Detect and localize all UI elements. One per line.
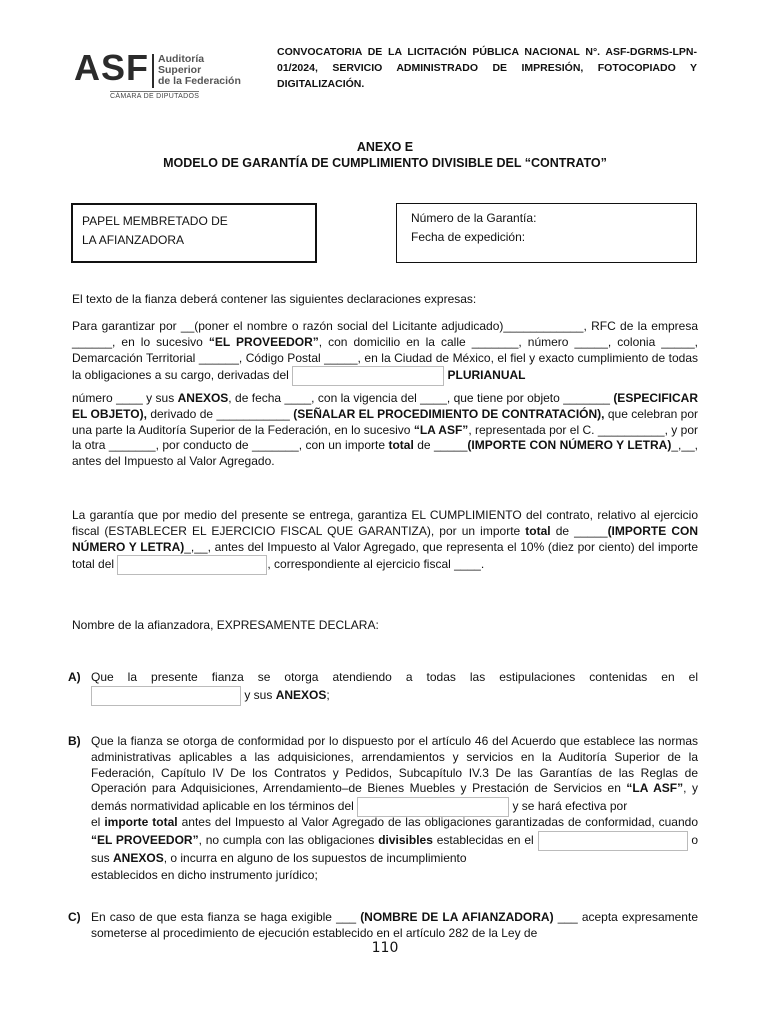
asf-logo (74, 47, 242, 104)
item-b-contract-field-2[interactable] (538, 831, 688, 851)
item-b-text: Que la fianza se otorga de conformidad por lo dispuesto por el artículo 46 del Acuerdo que establece las normas administrativas aplicables a las adquisiciones, arrendamientos y servicios en la Auditoría Superior de la Federación, Capítulo IV De los Contratos y Pedidos, Subcapítulo IV.3 De las Garantías de las Reglas de Operación para Adquisiciones, Arrendamiento–de Bienes Muebles y Prestación de Servicios en “LA ASF”, y demás normatividad aplicable en los términos del y se hará efectiva por (91, 734, 698, 817)
page-number: 110 (371, 940, 399, 956)
item-b-label: B) (68, 734, 81, 748)
paragraph-contract-details: número ____ y sus ANEXOS, de fecha ____, con la vigencia del ____, que tiene por objeto _______ (ESPECIFICAR EL OBJETO), derivado de ___________ (SEÑALAR EL PROCEDIMIENTO DE CONTRATACIÓN), que celebran por una parte la Auditoría Superior de la Federación, en lo sucesivo “LA ASF”, representada por el C. __________, y por la otra _______, por conducto de _______, con un importe total de _____(IMPORTE CON NÚMERO Y LETRA)_,__, antes del Impuesto al Valor Agregado. (72, 391, 699, 469)
item-b-text-cont: el importe total antes del Impuesto al Valor Agregado de las obligaciones garantizadas de conformidad, cuando “EL PROVEEDOR”, no cumpla con las obligaciones divisibles establecidas en el o sus ANEXOS, o incurra en alguno de los supuestos de incumplimiento (91, 815, 698, 865)
contract-total-field[interactable] (117, 555, 267, 575)
logo-camara: CÁMARA DE DIPUTADOS (110, 93, 200, 100)
convocatoria-header: CONVOCATORIA DE LA LICITACIÓN PÚBLICA NACIONAL N°. ASF-DGRMS-LPN-01/2024, SERVICIO ADMINISTRADO DE IMPRESIÓN, FOTOCOPIADO Y DIGITALIZACIÓN. (277, 46, 697, 90)
intro-paragraph: El texto de la fianza deberá contener las siguientes declaraciones expresas: (72, 292, 477, 306)
contract-field[interactable] (292, 366, 444, 386)
guarantee-info-box (396, 203, 697, 263)
item-c-text: En caso de que esta fianza se haga exigible ___ (NOMBRE DE LA AFIANZADORA) ___ acepta expresamente someterse al procedimiento de ejecución establecido en el artículo 282 de la Ley de (91, 910, 698, 940)
letterhead-box: PAPEL MEMBRETADO DE LA AFIANZADORA (71, 203, 317, 263)
logo-acronym: ASF (74, 47, 149, 88)
annex-subtitle: MODELO DE GARANTÍA DE CUMPLIMIENTO DIVISIBLE DEL “CONTRATO” (163, 156, 607, 170)
item-c-label: C) (68, 910, 81, 924)
item-b-text-end: establecidos en dicho instrumento jurídico; (91, 868, 318, 882)
issue-date-label: Fecha de expedición: (411, 230, 526, 244)
logo-divider (152, 54, 154, 88)
paragraph-compliance: La garantía que por medio del presente se entrega, garantiza EL CUMPLIMIENTO del contrato, relativo al ejercicio fiscal (ESTABLECER EL EJERCICIO FISCAL QUE GARANTIZA), por un importe total de _____(IMPORTE CON NÚMERO Y LETRA)_,__, antes del Impuesto al Valor Agregado, que representa el 10% (diez por ciento) del importe total del , correspondiente al ejercicio fiscal ____. (72, 508, 698, 575)
paragraph-guarantee: Para garantizar por __(poner el nombre o razón social del Licitante adjudicado)____________, RFC de la empresa ______, en lo sucesivo “EL PROVEEDOR”, con domicilio en la calle _______, número _____, colonia _____, Demarcación Territorial ______, Código Postal _____, en la Ciudad de México, el fiel y exacto cumplimiento de todas la obligaciones a su cargo, derivadas del PLURIANUAL (72, 319, 698, 386)
guarantee-number-label: Número de la Garantía: (411, 211, 537, 225)
item-a-label: A) (68, 670, 81, 684)
declaration-heading: Nombre de la afianzadora, EXPRESAMENTE DECLARA: (72, 618, 379, 632)
logo-institution-name: Auditoría Superior de la Federación (158, 53, 241, 87)
annex-title: ANEXO E (356, 140, 414, 154)
item-a-text: Que la presente fianza se otorga atendiendo a todas las estipulaciones contenidas en el y sus ANEXOS; (91, 670, 698, 706)
item-a-contract-field[interactable] (91, 686, 241, 706)
